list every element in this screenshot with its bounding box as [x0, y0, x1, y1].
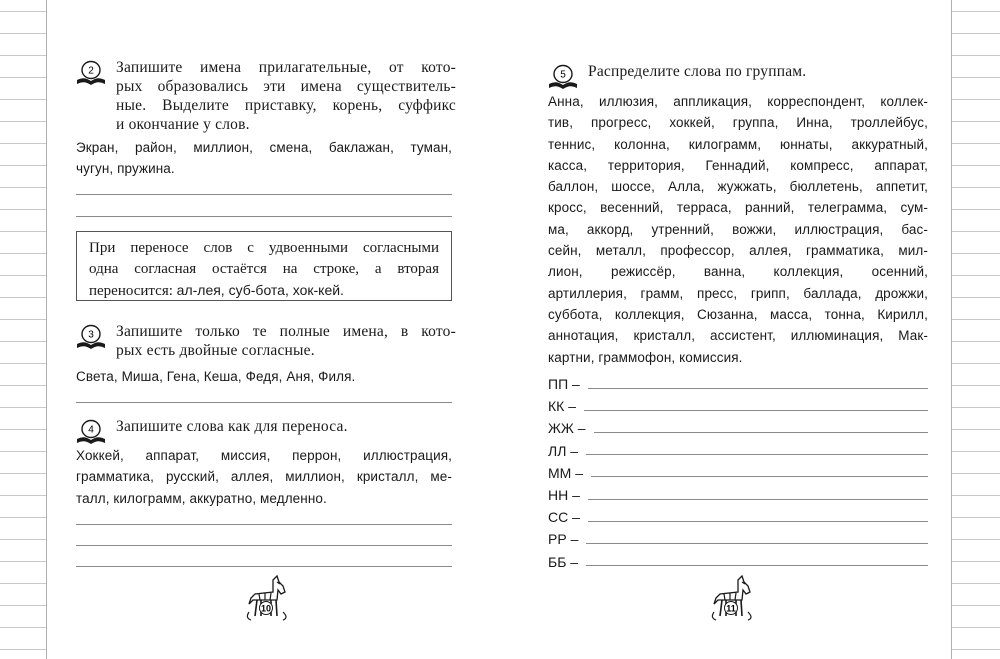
- page-number-11: [708, 574, 756, 631]
- group-row: [548, 509, 928, 525]
- task-2-instruction: Запишите имена прилагательные, от кото- рых образовались эти имена существитель- ные. Выделите приставку, корень, суффикс и окончание у слов.: [116, 59, 456, 133]
- group-label: СС –: [548, 509, 580, 526]
- group-label: ПП –: [548, 376, 580, 392]
- right-page: [514, 0, 951, 659]
- task-4-instruction: Запишите слова как для переноса.: [116, 418, 348, 435]
- margin-rule-line: [0, 649, 46, 650]
- margin-rule-line: [0, 429, 46, 430]
- task-5-words-line: тив, прогресс, хоккей, группа, Инна, троллейбус,: [548, 115, 928, 131]
- margin-rule-line: [0, 561, 46, 562]
- task-5-words-line: картни, граммофон, комиссия.: [548, 349, 743, 365]
- margin-rule-line: [0, 605, 46, 606]
- margin-rule-line: [951, 99, 1000, 100]
- margin-rule-line: [0, 55, 46, 56]
- margin-rule-line: [0, 539, 46, 540]
- margin-rule-line: [951, 605, 1000, 606]
- task-5-words-line: суббота, коллекция, Сюзанна, масса, тонна, Кирилл,: [548, 306, 928, 322]
- right-margin-lines: [951, 0, 1000, 659]
- group-row: [548, 376, 928, 392]
- margin-rule-line: [951, 451, 1000, 452]
- group-label: ЖЖ –: [548, 420, 586, 437]
- margin-rule-line: [0, 363, 46, 364]
- answer-line[interactable]: [76, 545, 452, 546]
- margin-rule-line: [0, 253, 46, 254]
- group-row: [548, 398, 928, 414]
- margin-rule-line: [951, 473, 1000, 474]
- margin-rule-line: [0, 275, 46, 276]
- task-5-words-line: сейн, металл, профессор, аллея, грамматика, мил-: [548, 243, 928, 259]
- task-5-instruction: Распределите слова по группам.: [588, 63, 807, 80]
- margin-rule-line: [0, 11, 46, 12]
- margin-rule-line: [951, 495, 1000, 496]
- margin-rule-line: [951, 231, 1000, 232]
- svg-text:5: 5: [560, 69, 566, 81]
- task-3-words: Света, Миша, Гена, Кеша, Федя, Аня, Филя.: [76, 369, 356, 384]
- svg-text:3: 3: [88, 329, 94, 341]
- margin-rule-line: [0, 209, 46, 210]
- margin-rule-line: [951, 11, 1000, 12]
- margin-rule-line: [951, 33, 1000, 34]
- group-answer-line[interactable]: [586, 543, 928, 544]
- margin-rule-line: [0, 33, 46, 34]
- group-answer-line[interactable]: [586, 565, 928, 566]
- margin-rule-line: [951, 583, 1000, 584]
- margin-rule-line: [0, 451, 46, 452]
- group-row: [548, 465, 928, 481]
- task-5-words-line: кросс, весенний, терраса, ранний, телеграмма, сум-: [548, 200, 928, 216]
- group-row: [548, 487, 928, 503]
- rule-examples: ал-лея, суб-бота, хок-кей.: [176, 282, 344, 298]
- group-answer-line[interactable]: [586, 454, 928, 455]
- margin-rule-line: [0, 231, 46, 232]
- group-answer-line[interactable]: [588, 499, 928, 500]
- answer-line[interactable]: [76, 524, 452, 525]
- task-5-words-line: ма, аккорд, утренний, вожжи, иллюстрация, бас-: [548, 221, 928, 237]
- book-number-icon: [76, 419, 106, 445]
- margin-rule-line: [0, 77, 46, 78]
- rule-line-3: [89, 280, 439, 302]
- margin-rule-line: [951, 363, 1000, 364]
- margin-rule-line: [951, 429, 1000, 430]
- svg-text:10: 10: [260, 603, 272, 614]
- task-2-words: Экран, район, миллион, смена, баклажан, туман, чугун, пружина.: [76, 140, 452, 177]
- group-row: [548, 531, 928, 547]
- task-5-words-line: Анна, иллюзия, аппликация, корреспондент, коллек-: [548, 94, 928, 109]
- margin-rule-line: [0, 99, 46, 100]
- group-label: НН –: [548, 487, 580, 503]
- group-answer-line[interactable]: [588, 521, 928, 522]
- task-4-words: Хоккей, аппарат, миссия, перрон, иллюстрация, грамматика, русский, аллея, миллион, кристалл, ме- талл, килограмм, аккуратно, медленно.: [76, 448, 452, 506]
- zebra-icon: [708, 574, 756, 626]
- right-page-border: [951, 0, 952, 659]
- margin-rule-line: [951, 55, 1000, 56]
- answer-line[interactable]: [76, 402, 452, 403]
- margin-rule-line: [0, 297, 46, 298]
- answer-line[interactable]: [76, 194, 452, 195]
- margin-rule-line: [0, 319, 46, 320]
- rule-box: [76, 231, 452, 301]
- task-5-words-line: артиллерия, грамм, пресс, грипп, баллада, дрожжи,: [548, 285, 928, 301]
- margin-rule-line: [951, 319, 1000, 320]
- task-5-words: [548, 91, 928, 368]
- margin-rule-line: [951, 407, 1000, 408]
- group-row: [548, 554, 928, 570]
- answer-line[interactable]: [76, 216, 452, 217]
- margin-rule-line: [951, 187, 1000, 188]
- zebra-icon: [243, 574, 291, 626]
- margin-rule-line: [951, 341, 1000, 342]
- task-3: [76, 322, 456, 360]
- margin-rule-line: [951, 165, 1000, 166]
- margin-rule-line: [0, 407, 46, 408]
- left-page: [46, 0, 486, 659]
- book-number-icon: [76, 324, 106, 350]
- rule-line-2: одна согласная остаётся на строке, а вторая: [89, 261, 439, 277]
- group-label: ЛЛ –: [548, 442, 579, 459]
- margin-rule-line: [951, 143, 1000, 144]
- group-answer-line[interactable]: [584, 410, 928, 411]
- margin-rule-line: [0, 341, 46, 342]
- task-5-words-line: аннотация, кристалл, ассистент, иллюминация, Мак-: [548, 328, 928, 344]
- book-number-icon: [548, 64, 578, 90]
- margin-rule-line: [0, 143, 46, 144]
- group-row: [548, 420, 928, 436]
- rule-line-3-prefix: переносится:: [89, 283, 177, 299]
- left-margin-lines: [0, 0, 46, 659]
- group-label: РР –: [548, 531, 579, 548]
- group-row: [548, 443, 928, 459]
- margin-rule-line: [951, 627, 1000, 628]
- task-5-words-line: теннис, колонна, килограмм, юннаты, аккуратный,: [548, 136, 928, 152]
- task-4: [76, 417, 456, 445]
- group-label: КК –: [548, 398, 576, 415]
- margin-rule-line: [0, 473, 46, 474]
- group-label: ББ –: [548, 553, 579, 570]
- rule-line-1: При переносе слов с удвоенными согласными: [89, 240, 439, 256]
- margin-rule-line: [0, 495, 46, 496]
- margin-rule-line: [0, 627, 46, 628]
- margin-rule-line: [951, 209, 1000, 210]
- task-5-words-line: баллон, шоссе, Алла, жужжать, бюллетень, аппетит,: [548, 179, 928, 195]
- margin-rule-line: [0, 121, 46, 122]
- margin-rule-line: [951, 517, 1000, 518]
- margin-rule-line: [951, 561, 1000, 562]
- margin-rule-line: [0, 517, 46, 518]
- group-answer-line[interactable]: [594, 432, 928, 433]
- margin-rule-line: [951, 385, 1000, 386]
- group-answer-line[interactable]: [588, 388, 928, 389]
- margin-rule-line: [951, 649, 1000, 650]
- group-answer-line[interactable]: [591, 476, 928, 477]
- group-label: ММ –: [548, 464, 583, 481]
- margin-rule-line: [0, 187, 46, 188]
- book-number-icon: [76, 60, 106, 86]
- margin-rule-line: [951, 275, 1000, 276]
- margin-rule-line: [951, 297, 1000, 298]
- margin-rule-line: [0, 165, 46, 166]
- svg-text:4: 4: [88, 424, 94, 436]
- svg-text:11: 11: [726, 603, 736, 614]
- margin-rule-line: [0, 385, 46, 386]
- task-3-instruction: Запишите только те полные имена, в кото- рых есть двойные согласные.: [116, 323, 456, 359]
- margin-rule-line: [951, 77, 1000, 78]
- task-5-words-line: лион, режиссёр, ванна, коллекция, осенний,: [548, 264, 928, 280]
- page-number-10: [243, 574, 291, 631]
- margin-rule-line: [951, 253, 1000, 254]
- task-2: [76, 58, 456, 134]
- margin-rule-line: [951, 121, 1000, 122]
- task-5-words-line: касса, территория, Геннадий, компресс, аппарат,: [548, 157, 928, 173]
- margin-rule-line: [0, 583, 46, 584]
- svg-text:2: 2: [88, 65, 94, 77]
- task-5: [548, 62, 928, 90]
- answer-line[interactable]: [76, 566, 452, 567]
- margin-rule-line: [951, 539, 1000, 540]
